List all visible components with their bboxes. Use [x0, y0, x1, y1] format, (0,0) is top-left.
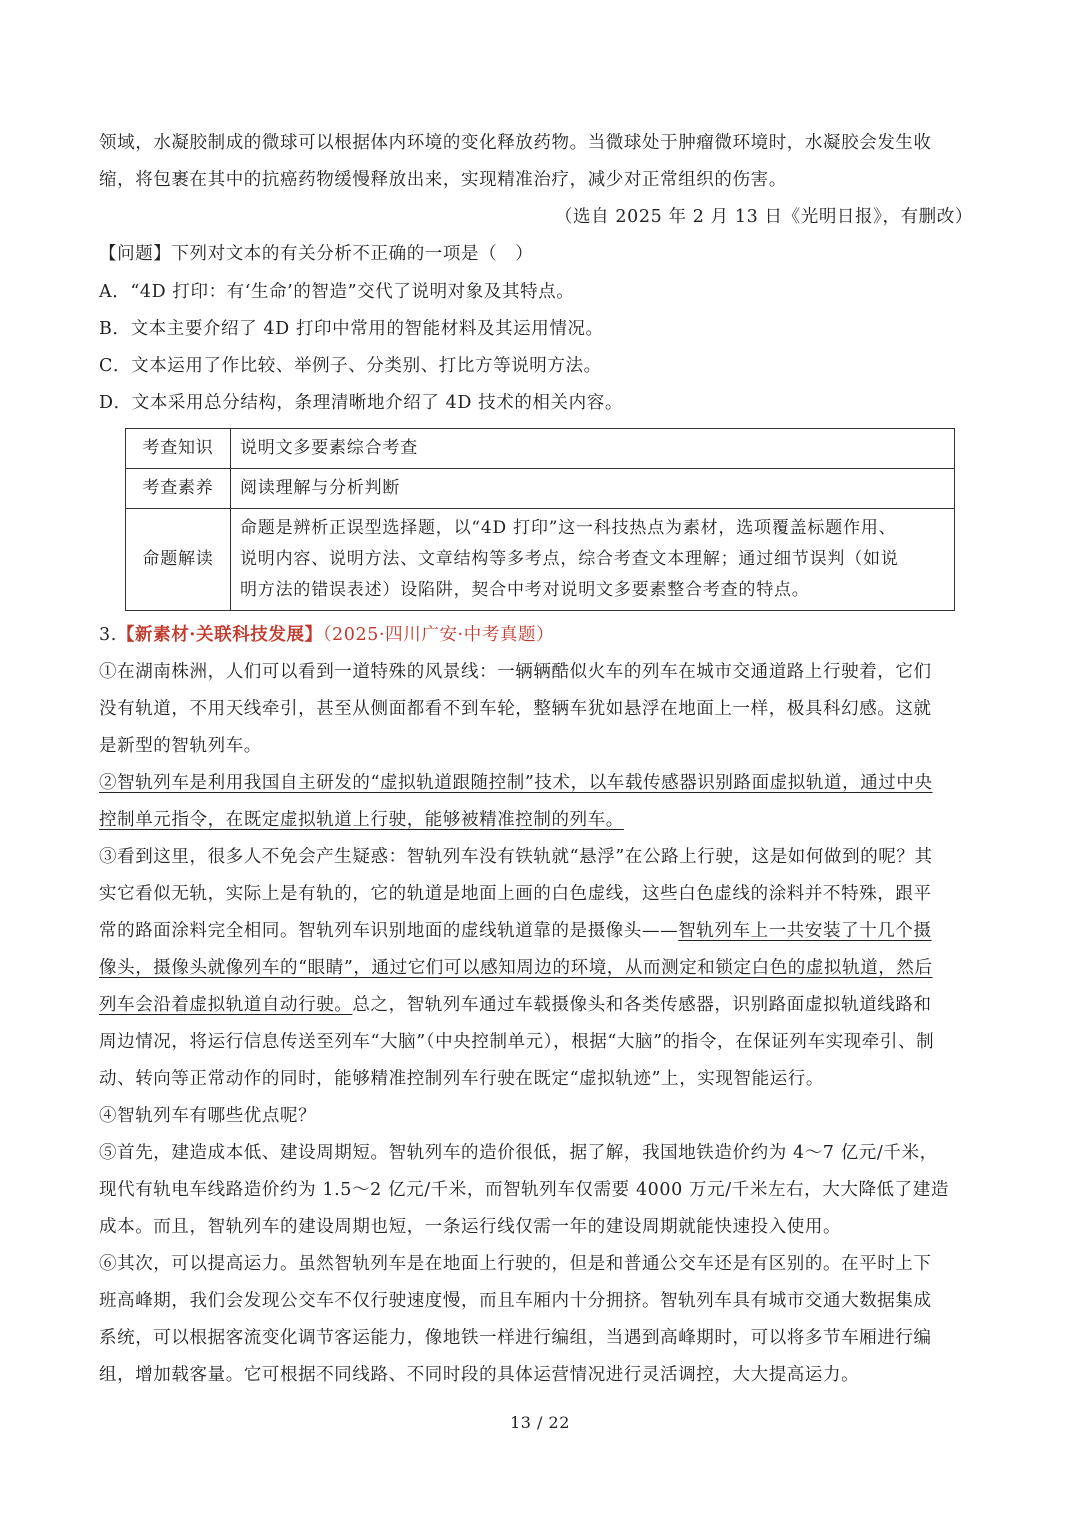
- passage-line: ③看到这里，很多人不免会产生疑惑：智轨列车没有铁轨就“悬浮”在公路上行驶，这是如何做到的呢？其: [99, 847, 933, 867]
- table-value-line: 明方法的错误表述）设陷阱，契合中考对说明文多要素整合考查的特点。: [240, 580, 810, 600]
- passage-line: ⑤首先，建造成本低、建设周期短。智轨列车的造价很低，据了解，我国地铁造价约为 4～7 亿元/千米，: [99, 1143, 938, 1163]
- table-row: [126, 509, 955, 611]
- question-tag: 【新素材·关联科技发展】: [116, 625, 323, 645]
- page-number: 13 / 22: [510, 1413, 570, 1432]
- table-row: [126, 429, 955, 469]
- passage-line: 周边情况，将运行信息传送至列车“大脑”（中央控制单元），根据“大脑”的指令，在保证列车实现牵引、制: [99, 1032, 935, 1052]
- question-3-header: [99, 623, 979, 647]
- passage-line: ⑥其次，可以提高运力。虽然智轨列车是在地面上行驶的，但是和普通公交车还是有区别的。在平时上下: [99, 1254, 932, 1274]
- passage-line: [99, 919, 979, 943]
- underlined-text: 像头，摄像头就像列车的“眼睛”，通过它们可以感知周边的环境，从而测定和锁定白色的虚拟轨道，然后: [99, 958, 933, 978]
- table-value: 阅读理解与分析判断: [231, 469, 955, 509]
- passage-line: 是新型的智轨列车。: [99, 736, 262, 756]
- table-row: [126, 469, 955, 509]
- passage-line: 实它看似无轨，实际上是有轨的，它的轨道是地面上画的白色虚线，这些白色虚线的涂料并不特殊，跟平: [99, 884, 932, 904]
- passage-line: [99, 808, 979, 832]
- table-key: 命题解读: [126, 509, 231, 611]
- passage-line: [99, 993, 979, 1017]
- table-key: 考查知识: [126, 429, 231, 469]
- table-key: 考查素养: [126, 469, 231, 509]
- question-meta: （2025·四川广安·中考真题）: [322, 625, 555, 645]
- intro-line: 领域，水凝胶制成的微球可以根据体内环境的变化释放药物。当微球处于肿瘤微环境时，水凝胶会发生收: [99, 133, 932, 153]
- table-value-line: 说明内容、说明方法、文章结构等多考点，综合考查文本理解；通过细节误判（如说: [240, 549, 899, 569]
- table-value-line: 命题是辨析正误型选择题，以“4D 打印”这一科技热点为素材，选项覆盖标题作用、: [240, 518, 897, 538]
- passage-line: 组，增加载客量。它可根据不同线路、不同时段的具体运营情况进行灵活调控，大大提高运力。: [99, 1365, 860, 1385]
- option-d: D．文本采用总分结构，条理清晰地介绍了 4D 技术的相关内容。: [99, 393, 623, 413]
- table-value: [231, 509, 955, 611]
- underlined-text: ②智轨列车是利用我国自主研发的“虚拟轨道跟随控制”技术，以车载传感器识别路面虚拟轨道，通过中央: [99, 773, 933, 793]
- passage-line: [99, 956, 979, 980]
- source-citation: （选自 2025 年 2 月 13 日《光明日报》，有删改）: [554, 207, 973, 227]
- option-c: C．文本运用了作比较、举例子、分类别、打比方等说明方法。: [99, 356, 602, 376]
- passage-line: ④智轨列车有哪些优点呢？: [99, 1106, 317, 1126]
- option-a: A．“4D 打印：有‘生命’的智造”交代了说明对象及其特点。: [99, 282, 575, 302]
- plain-text: 总之，智轨列车通过车载摄像头和各类传感器，识别路面虚拟轨道线路和: [352, 995, 932, 1015]
- plain-text: 常的路面涂料完全相同。智轨列车识别地面的虚线轨道靠的是摄像头——: [99, 921, 679, 941]
- passage-line: ①在湖南株洲，人们可以看到一道特殊的风景线：一辆辆酷似火车的列车在城市交通道路上行驶着，它们: [99, 662, 932, 682]
- underlined-text: 列车会沿着虚拟轨道自动行驶。: [99, 995, 353, 1015]
- passage-line: 现代有轨电车线路造价约为 1.5～2 亿元/千米，而智轨列车仅需要 4000 万元/千米左右，大大降低了建造: [99, 1180, 949, 1200]
- underlined-text: 控制单元指令，在既定虚拟轨道上行驶，能够被精准控制的列车。: [99, 810, 624, 830]
- passage-line: 班高峰期，我们会发现公交车不仅行驶速度慢，而且车厢内十分拥挤。智轨列车具有城市交通大数据集成: [99, 1291, 932, 1311]
- passage-line: [99, 771, 979, 795]
- intro-line: 缩，将包裹在其中的抗癌药物缓慢释放出来，实现精准治疗，减少对正常组织的伤害。: [99, 170, 787, 190]
- option-b: B．文本主要介绍了 4D 打印中常用的智能材料及其运用情况。: [99, 319, 604, 339]
- question-stem: 【问题】下列对文本的有关分析不正确的一项是（ ）: [99, 244, 534, 264]
- passage-line: 系统，可以根据客流变化调节客运能力，像地铁一样进行编组，当遇到高峰期时，可以将多节车厢进行编: [99, 1328, 932, 1348]
- analysis-table: [125, 428, 955, 611]
- passage-line: 成本。而且，智轨列车的建设周期也短，一条运行线仅需一年的建设周期就能快速投入使用。: [99, 1217, 842, 1237]
- underlined-text: 智轨列车上一共安装了十几个摄: [678, 921, 932, 941]
- question-number: 3.: [99, 625, 117, 645]
- passage-line: 没有轨道，不用天线牵引，甚至从侧面都看不到车轮，整辆车犹如悬浮在地面上一样，极具科幻感。这就: [99, 699, 932, 719]
- table-value: 说明文多要素综合考查: [231, 429, 955, 469]
- passage-line: 动、转向等正常动作的同时，能够精准控制列车行驶在既定“虚拟轨迹”上，实现智能运行。: [99, 1069, 824, 1089]
